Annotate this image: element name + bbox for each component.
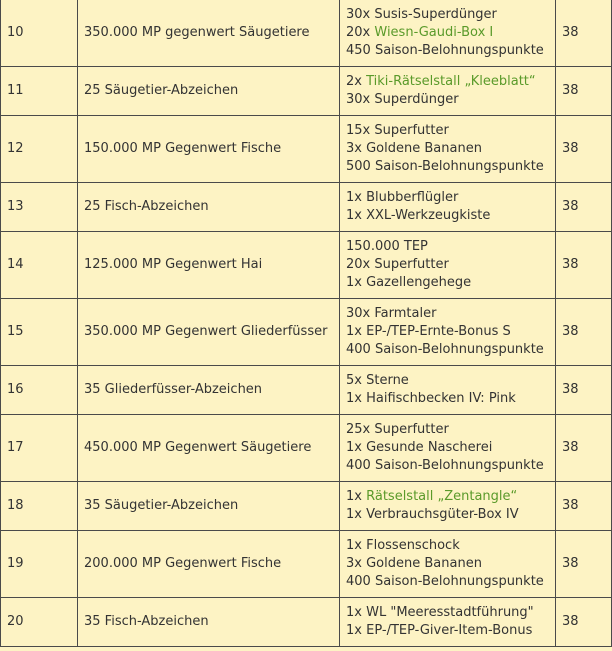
task-cell: 35 Säugetier-Abzeichen <box>78 482 340 531</box>
reward-line <box>346 439 549 457</box>
reward-item-name: Superfutter <box>374 257 449 272</box>
rewards-cell <box>340 299 556 366</box>
rewards-cell <box>340 482 556 531</box>
reward-item-link[interactable]: Wiesn-Gaudi-Box I <box>374 24 494 40</box>
reward-item-name: TEP <box>403 239 428 254</box>
rewards-cell <box>340 0 556 67</box>
reward-line <box>346 341 549 359</box>
table-row <box>1 482 612 531</box>
reward-line <box>346 122 549 140</box>
reward-quantity: 20x <box>346 257 375 272</box>
reward-line <box>346 140 549 158</box>
reward-quantity: 30x <box>346 92 375 107</box>
reward-quantity: 1x <box>346 440 367 455</box>
points-cell: 38 <box>556 116 612 183</box>
rewards-cell <box>340 366 556 415</box>
level-cell: 20 <box>1 598 78 647</box>
reward-item-name: Superfutter <box>374 123 449 138</box>
reward-item-name: Saison-Belohnungspunkte <box>374 458 544 473</box>
reward-quantity: 1x <box>346 391 367 406</box>
reward-item-name: Gesunde Nascherei <box>366 440 493 455</box>
reward-item-name: Saison-Belohnungspunkte <box>374 342 544 357</box>
rewards-cell <box>340 531 556 598</box>
reward-item-link[interactable]: Tiki-Rätselstall „Kleeblatt“ <box>366 74 536 89</box>
level-cell: 13 <box>1 183 78 232</box>
reward-line <box>346 555 549 573</box>
table-row <box>1 232 612 299</box>
table-row <box>1 299 612 366</box>
reward-line <box>346 506 549 524</box>
rewards-cell <box>340 415 556 482</box>
reward-line <box>346 573 549 591</box>
task-cell: 200.000 MP Gegenwert Fische <box>78 531 340 598</box>
task-cell: 25 Fisch-Abzeichen <box>78 183 340 232</box>
reward-line <box>346 305 549 323</box>
reward-line <box>346 604 549 622</box>
points-cell: 38 <box>556 183 612 232</box>
reward-line <box>346 256 549 274</box>
reward-item-name: Flossenschock <box>366 538 460 553</box>
reward-quantity: 5x <box>346 373 367 388</box>
reward-quantity: 20x <box>346 24 375 40</box>
reward-quantity: 2x <box>346 74 367 89</box>
rewards-table-body <box>1 0 612 647</box>
task-cell: 35 Gliederfüsser-Abzeichen <box>78 366 340 415</box>
reward-item-name: Farmtaler <box>374 306 437 321</box>
table-row <box>1 67 612 116</box>
reward-item-name: Goldene Bananen <box>366 141 482 156</box>
table-row <box>1 366 612 415</box>
reward-quantity: 3x <box>346 556 367 571</box>
reward-item-name: Saison-Belohnungspunkte <box>374 159 544 174</box>
reward-line <box>346 390 549 408</box>
task-cell: 125.000 MP Gegenwert Hai <box>78 232 340 299</box>
task-cell: 150.000 MP Gegenwert Fische <box>78 116 340 183</box>
task-cell: 350.000 MP gegenwert Säugetiere <box>78 0 340 67</box>
reward-quantity: 1x <box>346 208 367 223</box>
reward-item-name: Verbrauchsgüter-Box IV <box>366 507 519 522</box>
reward-quantity: 15x <box>346 123 375 138</box>
points-cell: 38 <box>556 299 612 366</box>
reward-line <box>346 274 549 292</box>
reward-line <box>346 207 549 225</box>
table-row <box>1 116 612 183</box>
reward-quantity: 150.000 <box>346 239 404 254</box>
level-cell: 14 <box>1 232 78 299</box>
task-cell: 25 Säugetier-Abzeichen <box>78 67 340 116</box>
table-row <box>1 598 612 647</box>
reward-item-name: Susis-Superdünger <box>374 6 497 22</box>
reward-item-name: XXL-Werkzeugkiste <box>366 208 491 223</box>
points-cell: 38 <box>556 0 612 67</box>
reward-item-name: Gazellengehege <box>366 275 472 290</box>
reward-quantity: 400 <box>346 342 375 357</box>
table-row <box>1 0 612 67</box>
points-cell: 38 <box>556 482 612 531</box>
reward-quantity: 1x <box>346 489 367 504</box>
table-row <box>1 415 612 482</box>
reward-quantity: 400 <box>346 458 375 473</box>
rewards-cell <box>340 232 556 299</box>
points-cell: 38 <box>556 531 612 598</box>
reward-item-name: Saison-Belohnungspunkte <box>374 574 544 589</box>
reward-line <box>346 421 549 439</box>
reward-quantity: 1x <box>346 538 367 553</box>
reward-quantity: 450 <box>346 42 375 58</box>
level-cell: 12 <box>1 116 78 183</box>
reward-line <box>346 6 549 24</box>
reward-line <box>346 622 549 640</box>
rewards-cell <box>340 67 556 116</box>
reward-item-name: EP-/TEP-Ernte-Bonus S <box>366 324 511 339</box>
level-cell: 16 <box>1 366 78 415</box>
reward-line <box>346 372 549 390</box>
level-cell: 11 <box>1 67 78 116</box>
reward-item-name: WL "Meeresstadtführung" <box>366 605 534 620</box>
reward-line <box>346 238 549 256</box>
task-cell: 450.000 MP Gegenwert Säugetiere <box>78 415 340 482</box>
reward-item-name: Sterne <box>366 373 409 388</box>
level-cell: 19 <box>1 531 78 598</box>
reward-quantity: 3x <box>346 141 367 156</box>
points-cell: 38 <box>556 67 612 116</box>
reward-item-link[interactable]: Rätselstall „Zentangle“ <box>366 489 518 504</box>
reward-quantity: 30x <box>346 306 375 321</box>
reward-line <box>346 323 549 341</box>
level-cell: 17 <box>1 415 78 482</box>
reward-item-name: Blubberflügler <box>366 190 459 205</box>
reward-item-name: Saison-Belohnungspunkte <box>374 42 544 58</box>
rewards-cell <box>340 116 556 183</box>
reward-line <box>346 189 549 207</box>
reward-item-name: EP-/TEP-Giver-Item-Bonus <box>366 623 533 638</box>
level-cell: 18 <box>1 482 78 531</box>
level-cell: 10 <box>1 0 78 67</box>
reward-line <box>346 24 549 42</box>
reward-quantity: 1x <box>346 623 367 638</box>
reward-line <box>346 457 549 475</box>
table-row <box>1 531 612 598</box>
reward-quantity: 500 <box>346 159 375 174</box>
points-cell: 38 <box>556 415 612 482</box>
reward-quantity: 400 <box>346 574 375 589</box>
reward-line <box>346 73 549 91</box>
task-cell: 350.000 MP Gegenwert Gliederfüsser <box>78 299 340 366</box>
table-row <box>1 183 612 232</box>
reward-quantity: 1x <box>346 507 367 522</box>
task-cell: 35 Fisch-Abzeichen <box>78 598 340 647</box>
reward-item-name: Superdünger <box>374 92 459 107</box>
reward-quantity: 1x <box>346 605 367 620</box>
reward-quantity: 25x <box>346 422 375 437</box>
points-cell: 38 <box>556 598 612 647</box>
reward-line <box>346 91 549 109</box>
reward-line <box>346 158 549 176</box>
rewards-cell <box>340 598 556 647</box>
points-cell: 38 <box>556 232 612 299</box>
reward-quantity: 30x <box>346 6 375 22</box>
reward-line <box>346 42 549 60</box>
reward-item-name: Goldene Bananen <box>366 556 482 571</box>
reward-quantity: 1x <box>346 324 367 339</box>
rewards-cell <box>340 183 556 232</box>
reward-line <box>346 537 549 555</box>
reward-quantity: 1x <box>346 275 367 290</box>
reward-quantity: 1x <box>346 190 367 205</box>
reward-item-name: Haifischbecken IV: Pink <box>366 391 516 406</box>
reward-line <box>346 488 549 506</box>
level-cell: 15 <box>1 299 78 366</box>
reward-item-name: Superfutter <box>374 422 449 437</box>
points-cell: 38 <box>556 366 612 415</box>
